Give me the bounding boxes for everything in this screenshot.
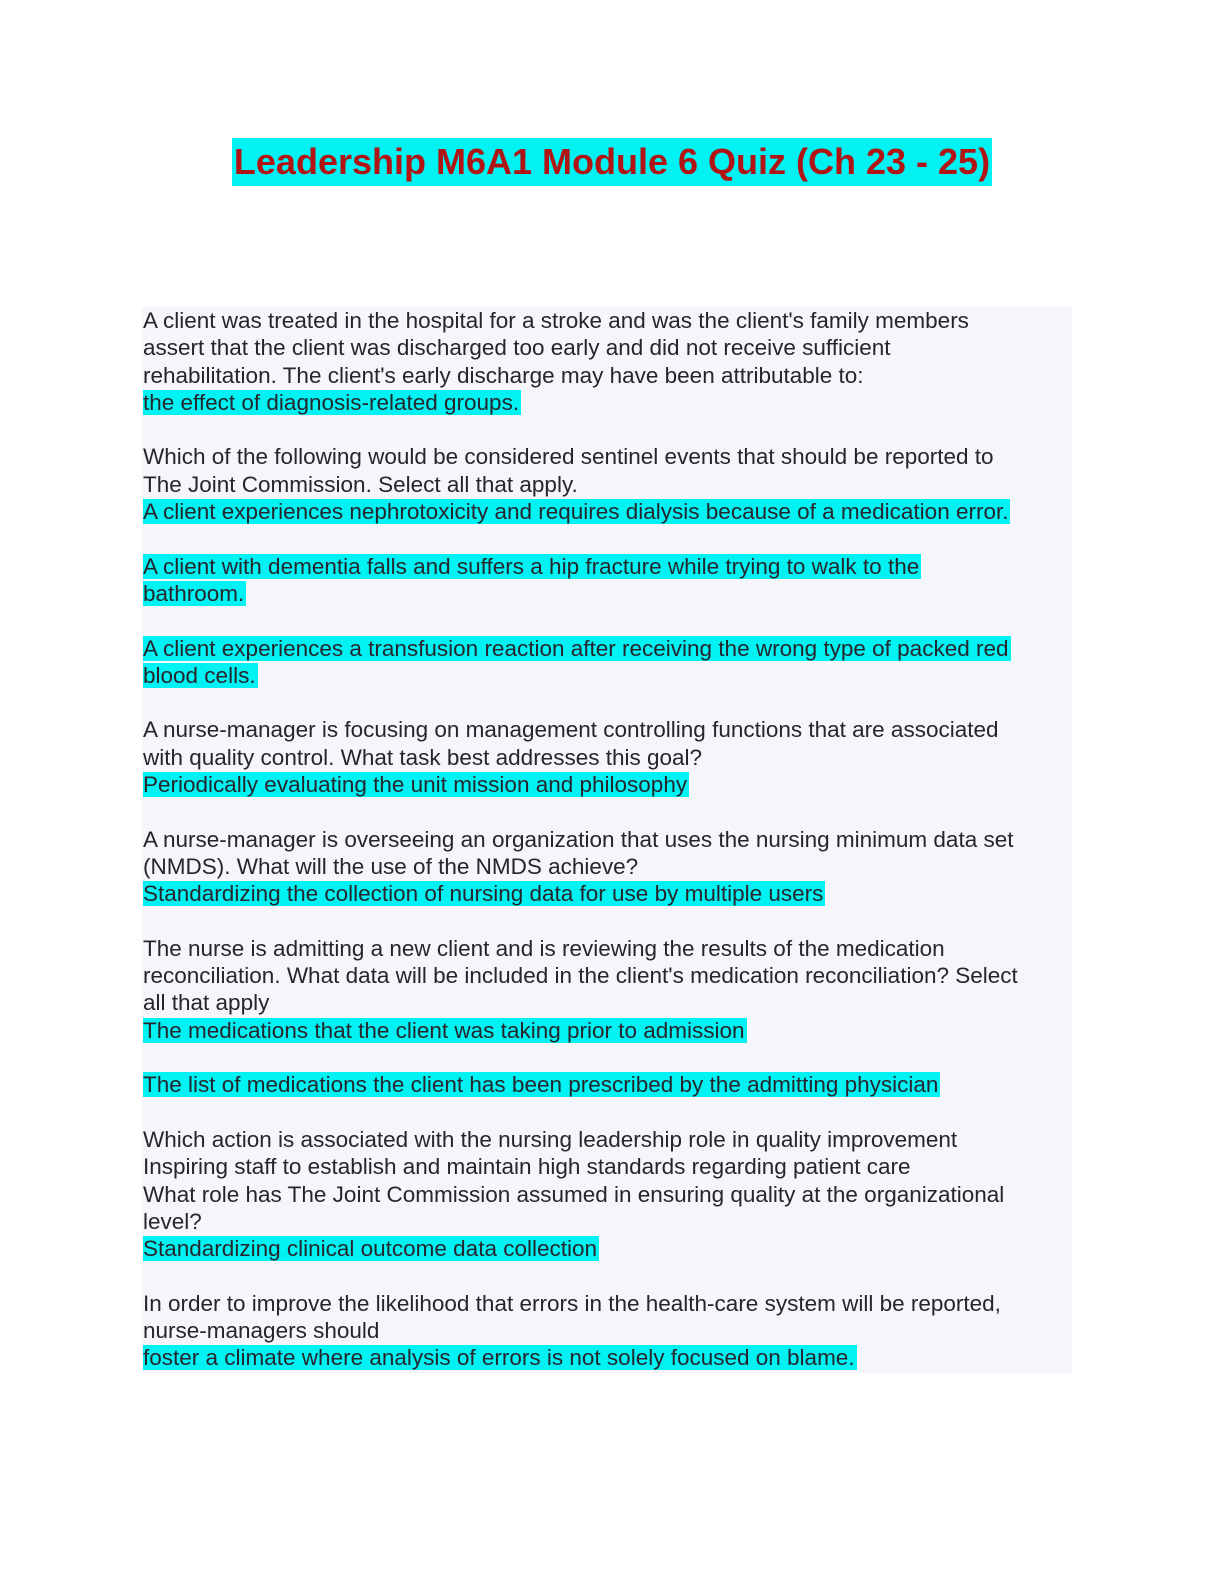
question-text: In order to improve the likelihood that errors in the health-care system will be reported,: [143, 1290, 1001, 1316]
question-text: The Joint Commission. Select all that apply.: [143, 471, 578, 497]
question-line: [143, 935, 1075, 962]
question-text: Which action is associated with the nursing leadership role in quality improvement: [143, 1126, 958, 1152]
question-line: [143, 1208, 1075, 1235]
question-text: assert that the client was discharged too early and did not receive sufficient: [143, 335, 891, 361]
blank-line: [143, 908, 1075, 935]
highlighted-answer-text: A client experiences a transfusion reaction after receiving the wrong type of packed red: [143, 635, 1009, 661]
answer-line: [143, 1017, 1075, 1044]
answer-line: [143, 1344, 1075, 1371]
highlighted-answer-text: A client experiences nephrotoxicity and requires dialysis because of a medication error.: [143, 499, 1009, 525]
question-text: reconciliation. What data will be included in the client's medication reconciliation? Select: [143, 963, 1018, 989]
question-text: level?: [143, 1208, 202, 1234]
quiz-content: [143, 307, 1075, 1372]
question-text: all that apply: [143, 990, 270, 1016]
highlighted-answer-text: blood cells.: [143, 662, 256, 688]
question-line: [143, 826, 1075, 853]
blank-line: [143, 798, 1075, 825]
answer-line: [143, 662, 1075, 689]
question-line: [143, 1153, 1075, 1180]
answer-line: [143, 635, 1075, 662]
question-text: A nurse-manager is overseeing an organization that uses the nursing minimum data set: [143, 826, 1014, 852]
question-text: (NMDS). What will the use of the NMDS achieve?: [143, 853, 639, 879]
question-line: [143, 853, 1075, 880]
question-line: [143, 443, 1075, 470]
question-line: [143, 962, 1075, 989]
question-line: [143, 1181, 1075, 1208]
question-line: [143, 362, 1075, 389]
blank-line: [143, 607, 1075, 634]
highlighted-answer-text: The list of medications the client has been prescribed by the admitting physician: [143, 1072, 939, 1098]
answer-line: [143, 1235, 1075, 1262]
blank-line: [143, 1044, 1075, 1071]
question-line: [143, 716, 1075, 743]
question-text: with quality control. What task best addresses this goal?: [143, 744, 703, 770]
answer-line: [143, 553, 1075, 580]
question-text: Which of the following would be considered sentinel events that should be reported to: [143, 444, 994, 470]
highlighted-answer-text: The medications that the client was taking prior to admission: [143, 1017, 745, 1043]
blank-line: [143, 525, 1075, 552]
highlighted-answer-text: foster a climate where analysis of errors is not solely focused on blame.: [143, 1345, 855, 1371]
question-line: [143, 1290, 1075, 1317]
highlighted-answer-text: Standardizing the collection of nursing data for use by multiple users: [143, 881, 824, 907]
question-line: [143, 1317, 1075, 1344]
question-line: [143, 1126, 1075, 1153]
blank-line: [143, 1262, 1075, 1289]
blank-line: [143, 416, 1075, 443]
highlighted-answer-text: Periodically evaluating the unit mission and philosophy: [143, 772, 688, 798]
question-line: [143, 334, 1075, 361]
answer-line: [143, 880, 1075, 907]
highlighted-answer-text: the effect of diagnosis-related groups.: [143, 389, 520, 415]
question-line: [143, 744, 1075, 771]
blank-line: [143, 1099, 1075, 1126]
question-text: The nurse is admitting a new client and is reviewing the results of the medication: [143, 935, 945, 961]
document-title: Leadership M6A1 Module 6 Quiz (Ch 23 - 25): [232, 138, 992, 186]
question-text: A client was treated in the hospital for a stroke and was the client's family members: [143, 308, 969, 333]
question-line: [143, 471, 1075, 498]
question-text: Inspiring staff to establish and maintain high standards regarding patient care: [143, 1154, 911, 1180]
question-text: What role has The Joint Commission assumed in ensuring quality at the organizational: [143, 1181, 1005, 1207]
answer-line: [143, 389, 1075, 416]
question-text: nurse-managers should: [143, 1317, 380, 1343]
question-text: rehabilitation. The client's early discharge may have been attributable to:: [143, 362, 864, 388]
answer-line: [143, 1071, 1075, 1098]
highlighted-answer-text: bathroom.: [143, 580, 245, 606]
question-text: A nurse-manager is focusing on management controlling functions that are associated: [143, 717, 999, 743]
title-container: [0, 138, 1224, 186]
answer-line: [143, 498, 1075, 525]
answer-line: [143, 580, 1075, 607]
question-line: [143, 989, 1075, 1016]
blank-line: [143, 689, 1075, 716]
highlighted-answer-text: Standardizing clinical outcome data collection: [143, 1236, 598, 1262]
answer-line: [143, 771, 1075, 798]
question-line: [143, 307, 1075, 334]
highlighted-answer-text: A client with dementia falls and suffers a hip fracture while trying to walk to the: [143, 553, 920, 579]
